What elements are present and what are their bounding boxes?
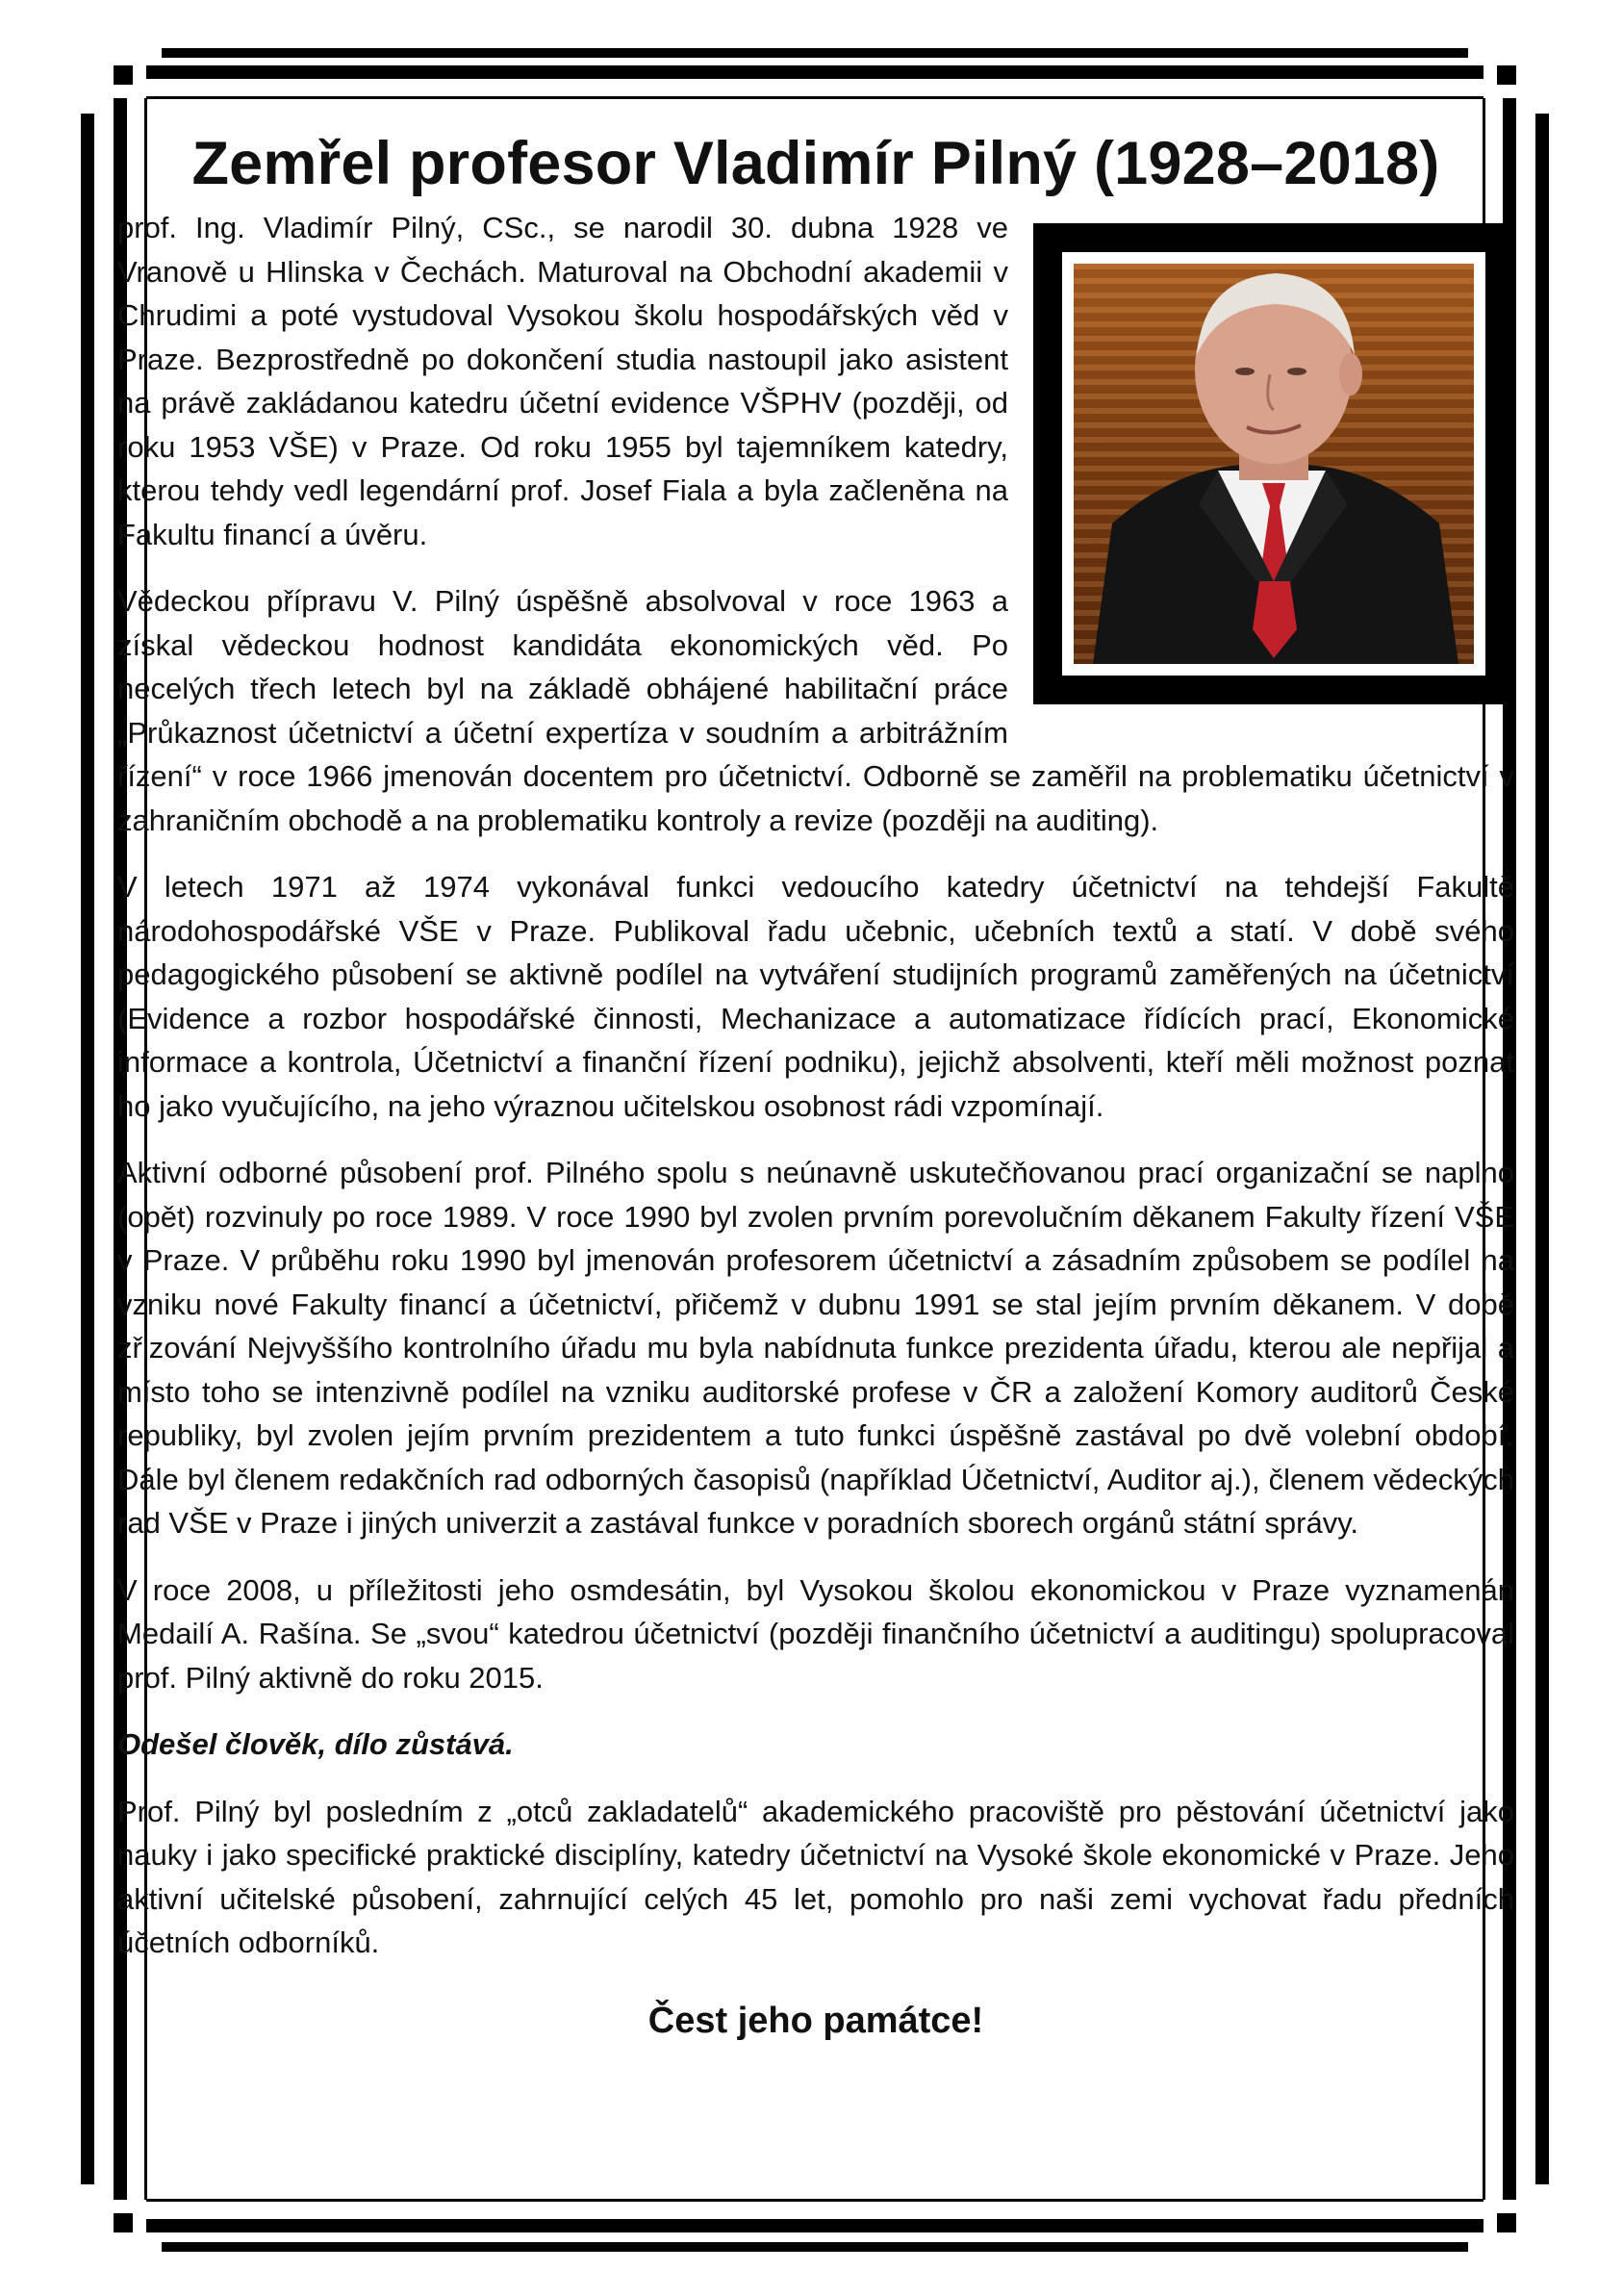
frame-bottom-bar: [162, 2242, 1468, 2252]
frame-corner-top-left: [114, 65, 146, 98]
paragraph-scientific-career: Vědeckou přípravu V. Pilný úspěšně absolvoval v roce 1963 a získal vědeckou hodnost kandidáta ekonomických věd. Po necelých třech letech byl na základě obhájené habilitační práce „Průkaznost účetnictví a účetní expertíza v soudním a arbitrážním řízení“ v roce 1966 jmenován docentem pro účetnictví. Odborně se zaměřil na problematiku účetnictví v zahraničním obchodě a na problematiku kontroly a revize (později na auditing).: [117, 584, 1514, 837]
frame-corner-bottom-left: [114, 2200, 146, 2232]
portrait-photo-icon: [1074, 264, 1474, 664]
frame-right-bar: [1535, 114, 1549, 2184]
obituary-content: [117, 121, 1514, 2066]
paragraph-legacy: Prof. Pilný byl posledním z „otců zakladatelů“ akademického pracoviště pro pěstování účetnictví jako nauky i jako specifické praktické disciplíny, katedry účetnictví na Vysoké škole ekonomické v Praze. Jeho aktivní učitelské působení, zahrnující celých 45 let, pomohlo pro naši zemi vychovat řadu předních účetních odborníků.: [117, 1794, 1514, 1959]
motto-line: Odešel člověk, dílo zůstává.: [117, 1727, 514, 1761]
paragraph-post-1989: Aktivní odborné působení prof. Pilného spolu s neúnavně uskutečňovanou prací organizační se naplno (opět) rozvinuly po roce 1989. V roce 1990 byl zvolen prvním porevolučním děkanem Fakulty řízení VŠE v Praze. V průběhu roku 1990 byl jmenován profesorem účetnictví a zásadním způsobem se podílel na vzniku nové Fakulty financí a účetnictví, přičemž v dubnu 1991 se stal jejím prvním děkanem. V době zřizování Nejvyššího kontrolního úřadu mu byla nabídnuta funkce prezidenta úřadu, kterou ale nepřijal a místo toho se intenzivně podílel na vzniku auditorské profese v ČR a založení Komory auditorů České republiky, byl zvolen jejím prvním prezidentem a tuto funkci úspěšně zastával po dvě volební období. Dále byl členem redakčních rad odborných časopisů (například Účetnictví, Auditor aj.), členem vědeckých rad VŠE v Praze i jiných univerzit a zastával funkce v poradních sborech orgánů státní správy.: [117, 1156, 1514, 1540]
frame-corner-bottom-right: [1484, 2200, 1516, 2232]
frame-corner-top-right: [1484, 65, 1516, 98]
frame-top-bar: [162, 48, 1468, 58]
portrait-figure-icon: [1074, 264, 1474, 664]
portrait-photo-frame: [1033, 223, 1514, 704]
portrait-photo-mat: [1062, 252, 1485, 676]
page-title: Zemřel profesor Vladimír Pilný (1928–2018): [191, 130, 1440, 197]
paragraph-award: V roce 2008, u příležitosti jeho osmdesátin, byl Vysokou školou ekonomickou v Praze vyznamenán Medailí A. Rašína. Se „svou“ katedrou účetnictví (později finančního účetnictví a auditingu) spolupracoval prof. Pilný aktivně do roku 2015.: [117, 1572, 1514, 1695]
paragraph-department-head: V letech 1971 až 1974 vykonával funkci vedoucího katedry účetnictví na tehdejší Fakultě národohospodářské VŠE v Praze. Publikoval řadu učebnic, učebních textů a statí. V době svého pedagogického působení se aktivně podílel na vytváření studijních programů zaměřených na účetnictví (Evidence a rozbor hospodářské činnosti, Mechanizace a automatizace řídících prací, Ekonomické informace a kontrola, Účetnictví a finanční řízení podniku), jejichž absolventi, kteří měli možnost poznat ho jako vyučujícího, na jeho výraznou učitelskou osobnost rádi vzpomínají.: [117, 870, 1514, 1123]
paragraph-biography-early: prof. Ing. Vladimír Pilný, CSc., se narodil 30. dubna 1928 ve Vranově u Hlinska v Čechách. Maturoval na Obchodní akademii v Chrudimi a poté vystudoval Vysokou školu hospodářských věd v Praze. Bezprostředně po dokončení studia nastoupil jako asistent na právě zakládanou katedru účetní evidence VŠPHV (později, od roku 1953 VŠE) v Praze. Od roku 1955 byl tajemníkem katedry, kterou tehdy vedl legendární prof. Josef Fiala a byla začleněna na Fakultu financí a úvěru.: [117, 211, 1008, 551]
closing-line: Čest jeho památce!: [647, 2000, 984, 2041]
frame-left-bar: [81, 114, 94, 2184]
